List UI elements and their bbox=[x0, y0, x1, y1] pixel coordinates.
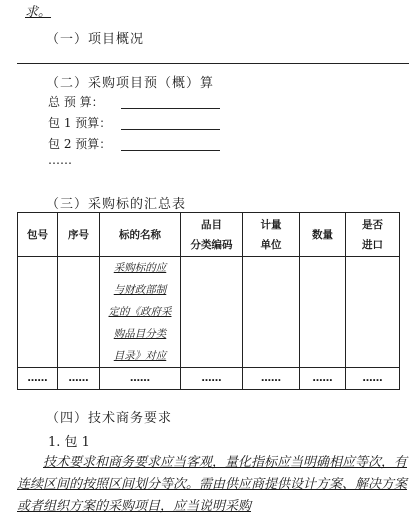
requirements-paragraph: 技术要求和商务要求应当客观，量化指标应当明确相应等次，有连续区间的按照区间划分等次。需由供应商提供设计方案、解决方案或者组织方案的采购项目，应当说明采购 bbox=[17, 455, 408, 514]
table-header-row bbox=[18, 213, 400, 257]
ellipsis-cell: …… bbox=[58, 368, 100, 390]
ellipsis-cell: …… bbox=[100, 368, 181, 390]
ellipsis-cell: …… bbox=[18, 368, 58, 390]
header-package-no: 包号 bbox=[18, 213, 58, 257]
ellipsis-cell: …… bbox=[243, 368, 300, 390]
section-1-blank-line bbox=[17, 63, 409, 64]
top-fragment: 求。 bbox=[25, 5, 52, 20]
header-category-code: 品目 分类编码 bbox=[181, 213, 243, 257]
budget-package-1-label: 包 1 预算： bbox=[48, 116, 112, 130]
cell-imported bbox=[346, 257, 400, 368]
cell-serial-no bbox=[58, 257, 100, 368]
budget-total-field[interactable] bbox=[121, 108, 220, 109]
header-unit: 计量 单位 bbox=[243, 213, 300, 257]
cell-category-code bbox=[181, 257, 243, 368]
section-4-title: （四）技术商务要求 bbox=[46, 411, 173, 426]
header-imported: 是否 进口 bbox=[346, 213, 400, 257]
cell-unit bbox=[243, 257, 300, 368]
header-serial-no: 序号 bbox=[58, 213, 100, 257]
table-row bbox=[18, 257, 400, 368]
section-3-title: （三）采购标的汇总表 bbox=[46, 197, 187, 212]
package-1-heading: 1. 包 1 bbox=[48, 435, 90, 450]
section-2-title: （二）采购项目预（概）算 bbox=[46, 76, 215, 91]
ellipsis-cell: …… bbox=[346, 368, 400, 390]
ellipsis-cell: …… bbox=[300, 368, 346, 390]
budget-package-2-field[interactable] bbox=[121, 150, 220, 151]
budget-package-1-field[interactable] bbox=[121, 129, 220, 130]
header-item-name: 标的名称 bbox=[100, 213, 181, 257]
cell-item-name-note: 采购标的应 与财政部制 定的《政府采 购品目分类 目录》对应 bbox=[100, 257, 181, 368]
ellipsis-cell: …… bbox=[181, 368, 243, 390]
table-ellipsis-row bbox=[18, 368, 400, 390]
budget-ellipsis: …… bbox=[48, 153, 72, 167]
budget-package-2-label: 包 2 预算： bbox=[48, 137, 112, 151]
procurement-summary-table bbox=[17, 212, 400, 390]
budget-total-label: 总 预 算： bbox=[48, 95, 104, 109]
cell-package-no bbox=[18, 257, 58, 368]
header-quantity: 数量 bbox=[300, 213, 346, 257]
cell-quantity bbox=[300, 257, 346, 368]
section-1-title: （一）项目概况 bbox=[46, 32, 145, 47]
